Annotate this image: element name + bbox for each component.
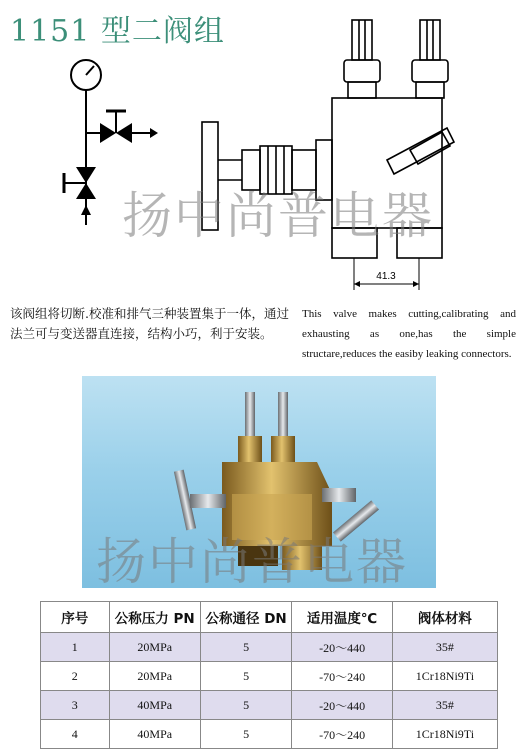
- table-header-row: [41, 602, 498, 633]
- col-header-diameter: 公称通径 DN: [200, 602, 291, 633]
- cell: -20～440: [292, 633, 393, 662]
- table-row: [41, 633, 498, 662]
- cell: 1Cr18Ni9Ti: [392, 662, 497, 691]
- spec-table: [40, 601, 498, 749]
- table-row: [41, 662, 498, 691]
- cell: 35#: [392, 691, 497, 720]
- col-header-material: 阀体材料: [392, 602, 497, 633]
- cell: 5: [200, 633, 291, 662]
- page-title: 1151 型二阀组: [10, 14, 225, 49]
- description-chinese: 该阀组将切断.校准和排气三种装置集于一体，通过法兰可与变送器直连接，结构小巧，利于安装。: [10, 306, 289, 341]
- col-header-temperature: 适用温度℃: [292, 602, 393, 633]
- cell: 35#: [392, 633, 497, 662]
- col-header-no: 序号: [41, 602, 110, 633]
- cell: -70～240: [292, 720, 393, 749]
- cell: -70～240: [292, 662, 393, 691]
- description-english: This valve makes cutting,calibrating and exhausting as one,has the simple structare,reduces the easiby leaking connectors.: [302, 308, 516, 360]
- cell: 2: [41, 662, 110, 691]
- cell: 4: [41, 720, 110, 749]
- cell: -20～440: [292, 691, 393, 720]
- cell: 1Cr18Ni9Ti: [392, 720, 497, 749]
- cell: 40MPa: [109, 720, 200, 749]
- vent-valve-icon: [100, 111, 158, 143]
- valve-technical-drawing: [192, 0, 472, 300]
- watermark-lower: 扬中尚普电器: [96, 533, 408, 591]
- shutoff-valve-icon: [64, 167, 96, 215]
- valve-schematic: [48, 55, 158, 225]
- watermark-upper: 扬中尚普电器: [122, 187, 434, 245]
- table-row: [41, 691, 498, 720]
- product-photo: [82, 376, 436, 588]
- cell: 20MPa: [109, 662, 200, 691]
- cell: 3: [41, 691, 110, 720]
- table-row: [41, 720, 498, 749]
- cell: 5: [200, 691, 291, 720]
- cell: 40MPa: [109, 691, 200, 720]
- cell: 1: [41, 633, 110, 662]
- col-header-pressure: 公称压力 PN: [109, 602, 200, 633]
- dimension-label: 41.3: [376, 271, 396, 282]
- cell: 5: [200, 720, 291, 749]
- cell: 5: [200, 662, 291, 691]
- cell: 20MPa: [109, 633, 200, 662]
